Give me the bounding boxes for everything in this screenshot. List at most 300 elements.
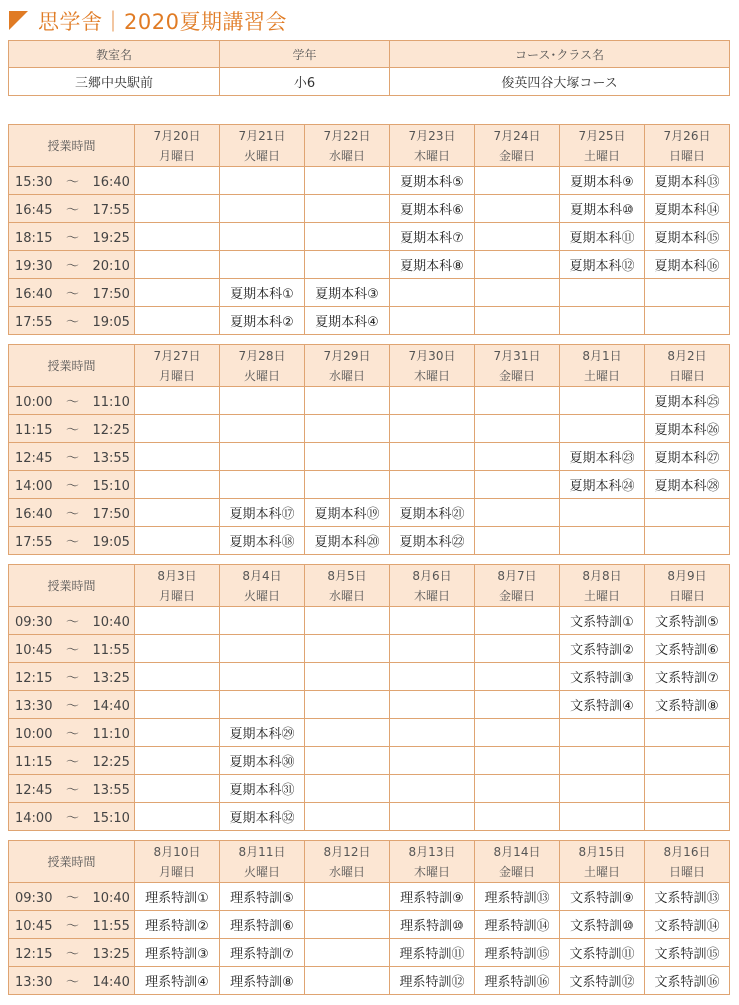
time-slot <box>9 939 135 967</box>
schedule-row <box>9 939 730 967</box>
lesson-cell: 夏期本科③ <box>305 279 390 307</box>
day-weekday: 火曜日 <box>243 588 280 603</box>
time-separator: ～ <box>65 451 79 466</box>
day-header <box>475 565 560 607</box>
lesson-cell: 夏期本科㉚ <box>220 747 305 775</box>
lesson-cell <box>220 387 305 415</box>
day-date: 8月7日 <box>497 568 537 583</box>
lesson-cell <box>390 747 475 775</box>
lesson-cell <box>135 635 220 663</box>
lesson-cell <box>305 167 390 195</box>
lesson-cell <box>220 443 305 471</box>
lesson-cell <box>305 663 390 691</box>
day-weekday: 土曜日 <box>583 148 620 163</box>
schedule-row <box>9 307 730 335</box>
lesson-cell <box>560 415 645 443</box>
time-end: 12:25 <box>92 755 130 770</box>
schedule-header-row <box>9 345 730 387</box>
lesson-cell <box>475 775 560 803</box>
time-end: 10:40 <box>92 891 130 906</box>
day-header <box>135 345 220 387</box>
lesson-cell <box>475 251 560 279</box>
day-header <box>560 345 645 387</box>
day-weekday: 木曜日 <box>413 368 450 383</box>
lesson-cell: 夏期本科⑤ <box>390 167 475 195</box>
lesson-cell: 文系特訓③ <box>560 663 645 691</box>
time-separator: ～ <box>65 479 79 494</box>
schedule-header-row <box>9 125 730 167</box>
day-header <box>560 125 645 167</box>
course-label: コース･クラス名 <box>390 41 730 68</box>
time-start: 09:30 <box>15 615 53 630</box>
day-header <box>135 841 220 883</box>
time-end: 17:50 <box>92 287 130 302</box>
day-date: 7月29日 <box>323 348 371 363</box>
lesson-cell: 理系特訓⑩ <box>390 911 475 939</box>
lesson-cell <box>305 443 390 471</box>
lesson-cell: 夏期本科④ <box>305 307 390 335</box>
lesson-cell: 理系特訓① <box>135 883 220 911</box>
lesson-cell <box>135 747 220 775</box>
day-date: 8月15日 <box>578 844 626 859</box>
day-date: 8月13日 <box>408 844 456 859</box>
lesson-cell <box>390 415 475 443</box>
day-date: 7月27日 <box>153 348 201 363</box>
grade-value: 小6 <box>220 68 390 96</box>
lesson-cell <box>135 527 220 555</box>
lesson-cell <box>475 499 560 527</box>
time-start: 19:30 <box>15 259 53 274</box>
day-header <box>390 125 475 167</box>
lesson-cell <box>475 747 560 775</box>
day-header <box>390 565 475 607</box>
lesson-cell <box>305 415 390 443</box>
time-separator: ～ <box>65 315 79 330</box>
class-info-value-row <box>9 68 730 96</box>
schedule-row <box>9 607 730 635</box>
lesson-cell <box>645 527 730 555</box>
time-end: 14:40 <box>92 699 130 714</box>
day-date: 8月12日 <box>323 844 371 859</box>
lesson-cell <box>390 471 475 499</box>
time-column-header: 授業時間 <box>9 345 135 387</box>
schedule-header-row <box>9 565 730 607</box>
day-date: 7月30日 <box>408 348 456 363</box>
lesson-cell: 夏期本科㉓ <box>560 443 645 471</box>
day-date: 8月10日 <box>153 844 201 859</box>
lesson-cell <box>305 939 390 967</box>
day-header <box>305 565 390 607</box>
lesson-cell: 理系特訓⑬ <box>475 883 560 911</box>
lesson-cell: 理系特訓⑫ <box>390 967 475 995</box>
lesson-cell <box>305 719 390 747</box>
time-slot <box>9 527 135 555</box>
lesson-cell <box>390 719 475 747</box>
time-column-header: 授業時間 <box>9 125 135 167</box>
page-header <box>9 5 729 37</box>
day-header <box>645 125 730 167</box>
lesson-cell <box>135 307 220 335</box>
lesson-cell: 理系特訓⑮ <box>475 939 560 967</box>
lesson-cell <box>135 387 220 415</box>
day-header <box>475 841 560 883</box>
time-separator: ～ <box>65 615 79 630</box>
lesson-cell <box>475 307 560 335</box>
day-weekday: 月曜日 <box>158 368 195 383</box>
lesson-cell <box>135 223 220 251</box>
time-start: 12:45 <box>15 783 53 798</box>
lesson-cell: 夏期本科⑱ <box>220 527 305 555</box>
schedule-table-week-2 <box>8 344 730 555</box>
lesson-cell <box>135 279 220 307</box>
lesson-cell: 文系特訓① <box>560 607 645 635</box>
time-start: 15:30 <box>15 175 53 190</box>
lesson-cell <box>220 251 305 279</box>
lesson-cell <box>475 279 560 307</box>
lesson-cell <box>475 691 560 719</box>
schedule-row <box>9 499 730 527</box>
lesson-cell <box>390 443 475 471</box>
lesson-cell: 理系特訓⑥ <box>220 911 305 939</box>
lesson-cell: 夏期本科② <box>220 307 305 335</box>
lesson-cell: 文系特訓⑦ <box>645 663 730 691</box>
time-separator: ～ <box>65 891 79 906</box>
lesson-cell: 夏期本科⑭ <box>645 195 730 223</box>
lesson-cell: 文系特訓⑤ <box>645 607 730 635</box>
day-weekday: 土曜日 <box>583 368 620 383</box>
lesson-cell <box>135 167 220 195</box>
lesson-cell <box>135 443 220 471</box>
lesson-cell: 理系特訓⑦ <box>220 939 305 967</box>
schedule-row <box>9 967 730 995</box>
lesson-cell <box>305 195 390 223</box>
lesson-cell: 夏期本科⑨ <box>560 167 645 195</box>
day-header <box>560 565 645 607</box>
day-weekday: 木曜日 <box>413 588 450 603</box>
lesson-cell <box>305 387 390 415</box>
day-header <box>135 125 220 167</box>
lesson-cell <box>560 279 645 307</box>
lesson-cell <box>220 195 305 223</box>
lesson-cell <box>390 775 475 803</box>
day-date: 7月24日 <box>493 128 541 143</box>
day-header <box>220 125 305 167</box>
lesson-cell: 理系特訓⑧ <box>220 967 305 995</box>
lesson-cell <box>220 635 305 663</box>
day-date: 7月22日 <box>323 128 371 143</box>
schedule-row <box>9 663 730 691</box>
time-end: 19:05 <box>92 315 130 330</box>
lesson-cell <box>475 415 560 443</box>
lesson-cell <box>390 803 475 831</box>
schedule-row <box>9 719 730 747</box>
day-date: 7月20日 <box>153 128 201 143</box>
lesson-cell <box>305 967 390 995</box>
time-slot <box>9 387 135 415</box>
day-weekday: 火曜日 <box>243 368 280 383</box>
lesson-cell: 夏期本科⑩ <box>560 195 645 223</box>
lesson-cell: 夏期本科㉙ <box>220 719 305 747</box>
schedule-row <box>9 443 730 471</box>
time-slot <box>9 911 135 939</box>
time-end: 11:10 <box>92 727 130 742</box>
lesson-cell <box>645 803 730 831</box>
lesson-cell <box>645 307 730 335</box>
lesson-cell <box>305 775 390 803</box>
lesson-cell <box>390 279 475 307</box>
time-slot <box>9 719 135 747</box>
classroom-label: 教室名 <box>9 41 220 68</box>
lesson-cell: 文系特訓⑨ <box>560 883 645 911</box>
time-end: 11:55 <box>92 643 130 658</box>
lesson-cell <box>475 443 560 471</box>
lesson-cell <box>135 195 220 223</box>
lesson-cell <box>135 719 220 747</box>
time-end: 16:40 <box>92 175 130 190</box>
lesson-cell <box>135 803 220 831</box>
lesson-cell <box>305 911 390 939</box>
day-header <box>475 125 560 167</box>
day-weekday: 土曜日 <box>583 864 620 879</box>
lesson-cell <box>475 167 560 195</box>
lesson-cell: 理系特訓⑭ <box>475 911 560 939</box>
time-slot <box>9 195 135 223</box>
day-weekday: 土曜日 <box>583 588 620 603</box>
time-end: 20:10 <box>92 259 130 274</box>
title-marker-icon <box>9 11 28 30</box>
time-separator: ～ <box>65 643 79 658</box>
lesson-cell: 理系特訓② <box>135 911 220 939</box>
day-weekday: 日曜日 <box>668 368 705 383</box>
day-weekday: 水曜日 <box>328 588 365 603</box>
day-header <box>305 125 390 167</box>
day-header <box>475 345 560 387</box>
lesson-cell: 夏期本科⑥ <box>390 195 475 223</box>
time-start: 10:45 <box>15 643 53 658</box>
lesson-cell: 理系特訓⑨ <box>390 883 475 911</box>
lesson-cell <box>135 691 220 719</box>
time-slot <box>9 747 135 775</box>
time-end: 11:10 <box>92 395 130 410</box>
lesson-cell: 文系特訓⑧ <box>645 691 730 719</box>
day-weekday: 金曜日 <box>498 368 535 383</box>
time-separator: ～ <box>65 919 79 934</box>
schedule-row <box>9 775 730 803</box>
day-header <box>390 841 475 883</box>
lesson-cell: 夏期本科㉑ <box>390 499 475 527</box>
lesson-cell: 文系特訓④ <box>560 691 645 719</box>
schedule-row <box>9 747 730 775</box>
lesson-cell: 理系特訓⑤ <box>220 883 305 911</box>
schedule-row <box>9 803 730 831</box>
day-date: 7月28日 <box>238 348 286 363</box>
class-info-header-row <box>9 41 730 68</box>
lesson-cell: 夏期本科⑧ <box>390 251 475 279</box>
time-end: 19:25 <box>92 231 130 246</box>
lesson-cell <box>645 499 730 527</box>
time-slot <box>9 307 135 335</box>
time-separator: ～ <box>65 259 79 274</box>
time-end: 19:05 <box>92 535 130 550</box>
lesson-cell: 文系特訓⑫ <box>560 967 645 995</box>
course-value: 俊英四谷大塚コース <box>390 68 730 96</box>
day-weekday: 月曜日 <box>158 588 195 603</box>
lesson-cell <box>305 883 390 911</box>
lesson-cell: 理系特訓③ <box>135 939 220 967</box>
lesson-cell <box>135 471 220 499</box>
lesson-cell <box>645 719 730 747</box>
time-start: 17:55 <box>15 315 53 330</box>
lesson-cell: 夏期本科⑫ <box>560 251 645 279</box>
time-end: 13:55 <box>92 783 130 798</box>
day-weekday: 日曜日 <box>668 864 705 879</box>
lesson-cell <box>305 607 390 635</box>
day-weekday: 木曜日 <box>413 148 450 163</box>
day-date: 8月11日 <box>238 844 286 859</box>
day-header <box>645 565 730 607</box>
day-header <box>220 841 305 883</box>
schedule-table-week-4 <box>8 840 730 995</box>
time-slot <box>9 279 135 307</box>
lesson-cell <box>390 691 475 719</box>
lesson-cell: 文系特訓⑪ <box>560 939 645 967</box>
day-weekday: 水曜日 <box>328 864 365 879</box>
time-start: 16:45 <box>15 203 53 218</box>
lesson-cell <box>645 775 730 803</box>
time-slot <box>9 471 135 499</box>
lesson-cell <box>390 307 475 335</box>
time-start: 13:30 <box>15 699 53 714</box>
schedule-table-week-1 <box>8 124 730 335</box>
day-date: 8月3日 <box>157 568 197 583</box>
lesson-cell <box>305 251 390 279</box>
time-end: 13:25 <box>92 947 130 962</box>
day-weekday: 火曜日 <box>243 148 280 163</box>
time-end: 15:10 <box>92 811 130 826</box>
schedule-row <box>9 471 730 499</box>
lesson-cell: 夏期本科㉒ <box>390 527 475 555</box>
lesson-cell <box>390 607 475 635</box>
lesson-cell: 文系特訓⑭ <box>645 911 730 939</box>
time-end: 10:40 <box>92 615 130 630</box>
lesson-cell <box>475 635 560 663</box>
time-separator: ～ <box>65 203 79 218</box>
time-slot <box>9 251 135 279</box>
lesson-cell <box>135 607 220 635</box>
time-column-header: 授業時間 <box>9 841 135 883</box>
day-weekday: 水曜日 <box>328 148 365 163</box>
lesson-cell: 夏期本科⑪ <box>560 223 645 251</box>
day-header <box>305 841 390 883</box>
day-date: 8月14日 <box>493 844 541 859</box>
lesson-cell <box>560 527 645 555</box>
lesson-cell: 文系特訓② <box>560 635 645 663</box>
lesson-cell <box>305 803 390 831</box>
time-separator: ～ <box>65 423 79 438</box>
time-start: 09:30 <box>15 891 53 906</box>
day-weekday: 日曜日 <box>668 588 705 603</box>
time-slot <box>9 443 135 471</box>
lesson-cell <box>135 415 220 443</box>
lesson-cell: 夏期本科㉗ <box>645 443 730 471</box>
time-slot <box>9 167 135 195</box>
lesson-cell <box>475 607 560 635</box>
lesson-cell <box>475 527 560 555</box>
lesson-cell: 文系特訓⑥ <box>645 635 730 663</box>
lesson-cell <box>475 719 560 747</box>
schedule-row <box>9 223 730 251</box>
schedule-row <box>9 883 730 911</box>
time-end: 15:10 <box>92 479 130 494</box>
lesson-cell <box>305 223 390 251</box>
lesson-cell <box>475 663 560 691</box>
schedule-table-week-3 <box>8 564 730 831</box>
day-header <box>645 841 730 883</box>
schedule-row <box>9 279 730 307</box>
time-separator: ～ <box>65 535 79 550</box>
day-date: 8月5日 <box>327 568 367 583</box>
day-header <box>560 841 645 883</box>
schedule-row <box>9 195 730 223</box>
lesson-cell <box>135 663 220 691</box>
schedule-row <box>9 387 730 415</box>
day-weekday: 火曜日 <box>243 864 280 879</box>
lesson-cell: 夏期本科⑯ <box>645 251 730 279</box>
lesson-cell: 文系特訓⑩ <box>560 911 645 939</box>
time-end: 17:55 <box>92 203 130 218</box>
classroom-value: 三郷中央駅前 <box>9 68 220 96</box>
time-separator: ～ <box>65 231 79 246</box>
lesson-cell <box>645 747 730 775</box>
day-header <box>645 345 730 387</box>
time-start: 16:40 <box>15 287 53 302</box>
lesson-cell <box>135 775 220 803</box>
lesson-cell <box>560 499 645 527</box>
lesson-cell: 理系特訓⑪ <box>390 939 475 967</box>
time-end: 13:25 <box>92 671 130 686</box>
lesson-cell <box>220 167 305 195</box>
lesson-cell: 文系特訓⑬ <box>645 883 730 911</box>
schedule-row <box>9 415 730 443</box>
lesson-cell <box>220 691 305 719</box>
day-weekday: 金曜日 <box>498 148 535 163</box>
time-slot <box>9 607 135 635</box>
lesson-cell: 夏期本科① <box>220 279 305 307</box>
time-separator: ～ <box>65 975 79 990</box>
day-date: 7月31日 <box>493 348 541 363</box>
schedule-row <box>9 911 730 939</box>
time-separator: ～ <box>65 755 79 770</box>
time-start: 10:45 <box>15 919 53 934</box>
lesson-cell <box>135 251 220 279</box>
time-separator: ～ <box>65 395 79 410</box>
lesson-cell: 夏期本科⑮ <box>645 223 730 251</box>
lesson-cell <box>220 223 305 251</box>
day-date: 8月1日 <box>582 348 622 363</box>
day-date: 7月23日 <box>408 128 456 143</box>
schedule-row <box>9 167 730 195</box>
lesson-cell <box>560 307 645 335</box>
day-header <box>220 345 305 387</box>
day-date: 7月26日 <box>663 128 711 143</box>
lesson-cell <box>305 635 390 663</box>
lesson-cell <box>560 387 645 415</box>
lesson-cell <box>645 279 730 307</box>
lesson-cell <box>475 803 560 831</box>
time-start: 10:00 <box>15 727 53 742</box>
day-date: 8月16日 <box>663 844 711 859</box>
time-slot <box>9 775 135 803</box>
